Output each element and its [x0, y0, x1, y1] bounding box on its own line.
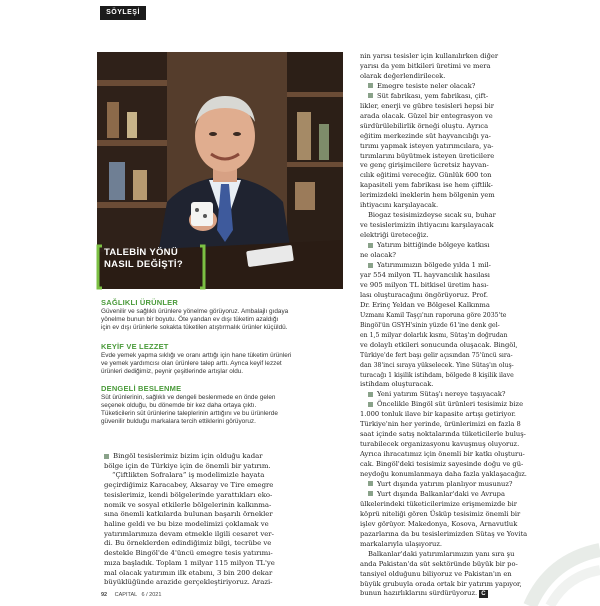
body-line: Uzmanı Kamil Taşçı'nın raporuna göre 2035'te: [360, 311, 507, 319]
body-line: likler, enerji ve gübre tesisleri hepsi bir: [360, 101, 494, 110]
body-line: “Çiftlikten Sofralara” iş modelimizle hayata: [112, 471, 265, 480]
sidebar-line: yönelme bunun bir boyutu. Öte yandan ev dışı tüketim azaldığı: [101, 316, 279, 324]
body-line: markalarıyla ulaşıyoruz.: [360, 539, 443, 548]
body-line: Yurt dışında Balkanlar'daki ve Avrupa: [360, 490, 528, 500]
issue-date: 6 / 2021: [141, 592, 162, 598]
body-line: saat içinde satış noktalarında tüketicilerle buluş-: [360, 430, 526, 439]
body-line: tansiyel olduğunu biliyoruz ve Pakistan'ın en: [360, 569, 512, 578]
body-line: tırımı yapmak isteyen yatırımcılara, ya-: [360, 141, 494, 150]
body-line: Türkiye'nin her yerinde, ürünlerimizi en fazla 8: [360, 420, 521, 429]
decorative-swirl-graphic: [520, 540, 600, 606]
body-line: lası oluşturacağını öngörüyoruz. Prof.: [360, 290, 488, 299]
question-line: Yurt dışında yatırım planlıyor musunuz?: [360, 480, 528, 490]
sidebar-line: seçenek olduğu, bu dönemde bir kez daha ortaya çıktı.: [101, 402, 257, 410]
body-line: Bingöl'ün GSYH'sinin yüzde 61'ine denk gel-: [360, 321, 500, 329]
body-line: mal olacak yatırımın ilk etabını, 3 bin 200 dekar: [104, 568, 273, 577]
sidebar-text-3: [101, 394, 341, 426]
sidebar-line: için ev dışı ürünlerle sokakta tüketilen atıştırmalık ürünler küçüldü.: [101, 324, 288, 332]
question-line: Yeni yatırım Sütaş'ı nereye taşıyacak?: [360, 390, 528, 400]
body-line: ülkelerindeki tüketicilerimize erişmemizde bir: [360, 499, 517, 508]
question-line: Emegre tesiste neler olacak?: [360, 82, 528, 92]
bullet-square-icon: [368, 83, 373, 88]
body-line: ve 905 milyon TL bitkisel üretim hası-: [360, 280, 489, 289]
body-line: ve dolaylı etkileri sonucunda oluşacak. Bingöl,: [360, 340, 518, 349]
sidebar-line: güvenilir bulduğu markalara tercih ettiklerini görüyoruz.: [101, 418, 256, 426]
body-line: işlev görüyor. Makedonya, Kosova, Arnavutluk: [360, 519, 518, 528]
body-line: di. Bu örneklerden edindiğimiz bilgi, tecrübe ve: [104, 539, 272, 548]
body-line: ihtiyacını karşılayacak.: [360, 201, 439, 210]
body-line: turacağı 1 kişilik istihdam, bölgede 8 kişilik ilave: [360, 371, 514, 379]
bullet-square-icon: [368, 243, 373, 248]
body-line: tırımlarını büyütmek isteyen üreticilere: [360, 151, 495, 160]
sidebar-text-2: [101, 352, 341, 376]
body-line: sürdürülebilirlik örneği oluştu. Ayrıca: [360, 121, 489, 130]
body-line: büyüklüğünde arazide gerçekleştiriyoruz. Arazi-: [104, 578, 273, 587]
body-line: olarak değerlendirilecek.: [360, 71, 446, 80]
body-line: Öncelikle Bingöl süt ürünleri tesisimiz bize: [360, 400, 528, 410]
body-line: nomik ve sosyal etkilerle bölgelerinin kalkınma-: [104, 500, 272, 509]
sidebar-heading-1: SAĞLIKLI ÜRÜNLER: [101, 298, 178, 307]
body-line: büyük grubuyla orada ortak bir yatırım yapıyor,: [360, 579, 522, 588]
section-label: SÖYLEŞİ: [106, 9, 140, 16]
bullet-square-icon: [368, 491, 373, 496]
body-line: tesislerimiz, kendi bölgelerinde yarattıkları eko-: [104, 490, 273, 499]
sidebar-line: ve yemek yardımcısı olan ürünlere talep arttı. Ayrıca keyif lezzet: [101, 360, 282, 368]
sidebar-line: Tüketicilerin süt ürünlerine taleplerinin arttığını ve bu ürünlerde: [101, 410, 278, 418]
sidebar-heading-3: DENGELİ BESLENME: [101, 384, 182, 393]
body-line: kapasiteli yem fabrikası ise hem çiftlik-: [360, 181, 493, 190]
callout-line-1: TALEBİN YÖNÜ: [104, 247, 178, 258]
body-line: eğitim merkezinde süt hayvancılığı ya-: [360, 131, 491, 140]
sidebar-heading-2: KEYİF VE LEZZET: [101, 342, 169, 351]
body-line: cak. Bingöl'deki tesisimiz sayesinde doğu ve gü-: [360, 460, 524, 469]
body-line: 1.000 tonluk ilave bir kapasite artışı getiriyor.: [360, 410, 516, 419]
body-line: Türkiye'de fert başı gelir açısından 75'üncü sıra-: [360, 351, 513, 359]
end-mark-icon: C: [481, 591, 486, 598]
body-line: destekle Bingöl'de 4'üncü emegre tesis yatırımı-: [104, 549, 273, 558]
body-line: mıza başladık. Toplam 1 milyar 115 milyon TL'ye: [104, 558, 275, 567]
body-line: elektriği üreteceğiz.: [360, 231, 429, 240]
sidebar-text-1: [101, 308, 341, 332]
bullet-square-icon: [368, 481, 373, 486]
body-line: Bingöl tesislerimiz bizim için olduğu kadar: [104, 452, 338, 462]
sidebar-line: ürünleri dediğimiz, peynir çeşitlerinde artışlar oldu.: [101, 368, 244, 376]
body-line: yarısı da yem bitkileri üretimi ve mera: [360, 61, 491, 70]
body-line: pazarlarına da bu tesislerimizden Sütaş ve Yovita: [360, 529, 528, 538]
body-line: Ayrıca ihracatımız için önemli bir katkı oluşturu-: [360, 450, 525, 459]
body-line: ve genç girişimcilere ücretsiz hayvan-: [360, 161, 489, 170]
body-line: istihdam oluşturacak.: [360, 380, 434, 389]
sidebar-line: Evde yemek yapma sıklığı ve oranı arttığı için hane tüketim ürünleri: [101, 352, 292, 359]
photo-callout-title: [104, 247, 200, 271]
body-line: cılık eğitimi vereceğiz. Günlük 600 ton: [360, 171, 492, 180]
body-line: nin yarısı tesisler için kullanılırken diğer: [360, 52, 499, 60]
left-body-column: [104, 452, 338, 588]
body-line: bunun hazırlıklarını sürdürüyoruz. C: [360, 589, 486, 598]
bullet-square-icon: [368, 93, 373, 98]
body-line: yar 554 milyon TL hayvancılık hasılası: [360, 270, 490, 279]
bullet-square-icon: [368, 263, 373, 268]
sidebar-line: Güvenilir ve sağlıklı ürünlere yönelme görüyoruz. Ambalajlı gıdaya: [101, 308, 289, 315]
body-line: neydoğu konumlanmaya daha fazla yaklaşacağız.: [360, 470, 527, 479]
question-line: Yatırım bittiğinde bölgeye katkısı: [360, 241, 528, 251]
question-line: ne olacak?: [360, 251, 396, 260]
bullet-square-icon: [368, 402, 373, 407]
body-line: ve tesislerimizin ihtiyacını karşılayacak: [360, 221, 494, 230]
bullet-square-icon: [104, 454, 109, 459]
body-line: yatırımlarımıza devam etmekle ilgili cesaret ver-: [104, 529, 274, 538]
body-line: Balkanlar'daki yatırımlarımızın yanı sıra şu: [368, 549, 515, 558]
page-footer: [101, 592, 161, 598]
body-line: en 1,5 milyar dolarlık kısmı, Sütaş'ın doğrudan: [360, 331, 508, 339]
body-line: anda Pakistan'da süt sektöründe büyük bir po-: [360, 559, 518, 568]
page-number: 92: [101, 592, 108, 598]
right-body-column: [360, 52, 528, 599]
body-line: Dr. Erinç Yeldan ve Bölgesel Kalkınma: [360, 300, 490, 309]
bullet-square-icon: [368, 392, 373, 397]
body-line: lerimizdeki ineklerin hem bölgenin yem: [360, 191, 495, 200]
body-line: dan 38'inci sıraya yükselecek. Yine Sütaş'ın oluş-: [360, 361, 514, 369]
body-line: bölge için de Türkiye için de önemli bir yatırım.: [104, 461, 271, 470]
body-line: haline geldi ve bu bize modelimizi çoklamak ve: [104, 520, 269, 529]
sidebar-line: Süt ürünlerinin, sağlıklı ve dengeli beslenmede en önde gelen: [101, 394, 276, 401]
body-line: sına önemli katkılarda bulunan başarılı örnekler: [104, 510, 273, 519]
body-line: Yatırımımızın bölgede yılda 1 mil-: [360, 261, 528, 271]
body-line: köprü niteliği gören Üsküp tesisimiz önemli bir: [360, 509, 521, 518]
body-line: arada olacak. Güzel bir entegrasyon ve: [360, 111, 493, 120]
magazine-name: CAPITAL: [114, 592, 137, 598]
callout-line-2: NASIL DEĞİŞTİ?: [104, 259, 183, 270]
body-line: turabilecek organizasyonu kavuşmuş oluyoruz.: [360, 440, 520, 449]
body-line: geçirdiğimiz Karacabey, Aksaray ve Tire emegre: [104, 481, 274, 490]
body-line: Süt fabrikası, yem fabrikası, çift-: [360, 92, 528, 102]
body-line: Biogaz tesisimizdeyse sıcak su, buhar: [368, 211, 496, 220]
